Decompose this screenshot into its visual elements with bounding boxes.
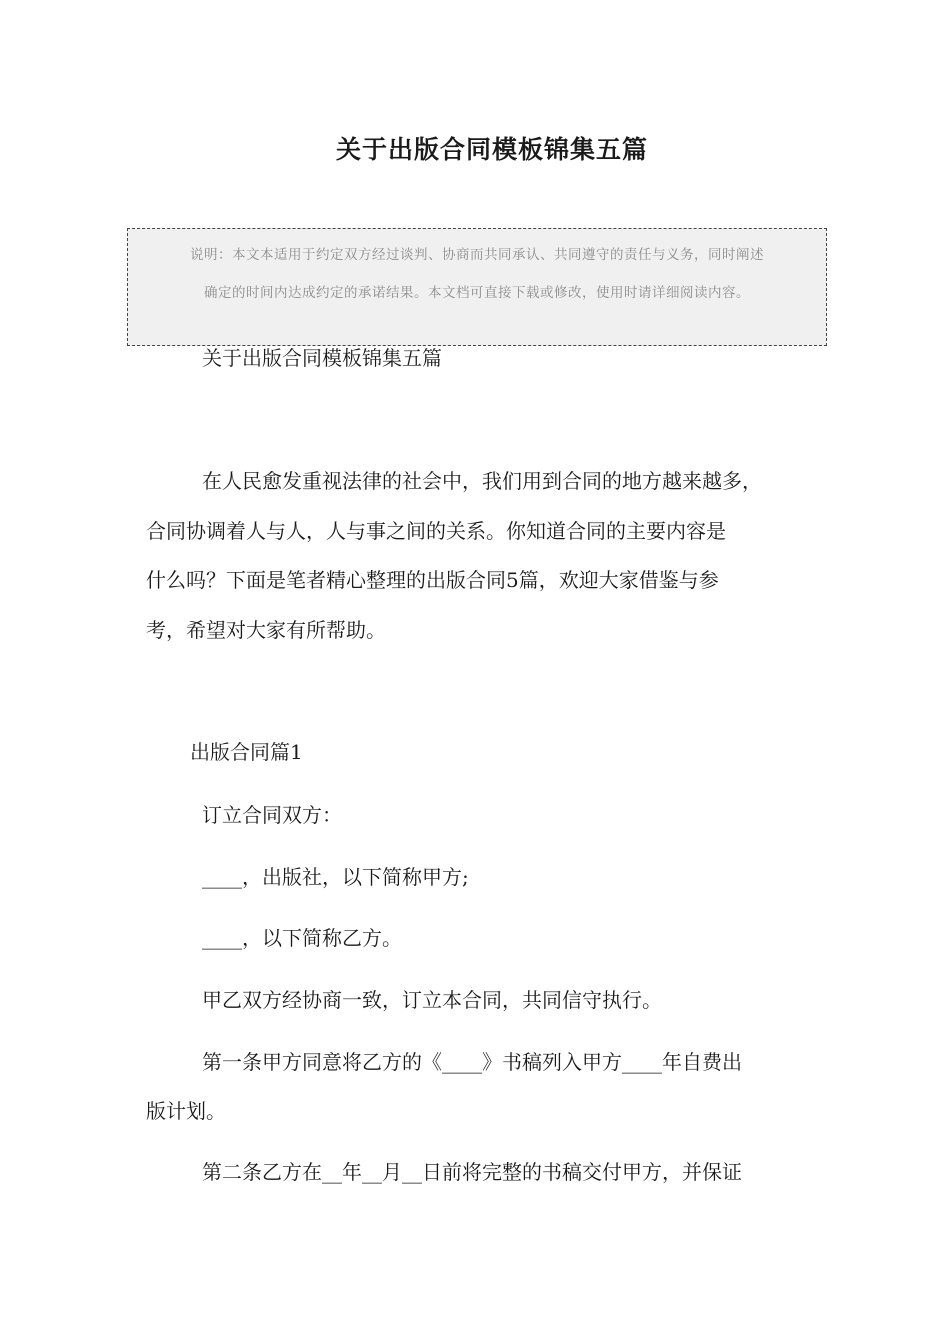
article-1-line-2: 版计划。 — [146, 1099, 226, 1123]
agreement-statement: 甲乙双方经协商一致，订立本合同，共同信守执行。 — [202, 988, 662, 1012]
parties-heading: 订立合同双方： — [202, 803, 342, 827]
intro-line-2: 合同协调着人与人，人与事之间的关系。你知道合同的主要内容是 — [146, 519, 726, 543]
notice-line-2: 确定的时间内达成约定的承诺结果。本文档可直接下载或修改，使用时请详细阅读内容。 — [204, 285, 750, 301]
party-a: ____，出版社，以下简称甲方; — [202, 865, 469, 889]
section-heading: 出版合同篇1 — [190, 740, 303, 764]
article-1-line-1: 第一条甲方同意将乙方的《____》书稿列入甲方____年自费出 — [202, 1050, 742, 1074]
party-b: ____，以下简称乙方。 — [202, 926, 402, 950]
intro-line-1: 在人民愈发重视法律的社会中，我们用到合同的地方越来越多， — [202, 469, 762, 493]
notice-line-1: 说明：本文本适用于约定双方经过谈判、协商而共同承认、共同遵守的责任与义务，同时阐述 — [190, 247, 764, 263]
notice-box — [127, 228, 827, 346]
article-2-line-1: 第二条乙方在__年__月__日前将完整的书稿交付甲方，并保证 — [202, 1160, 742, 1184]
document-title: 关于出版合同模板锦集五篇 — [335, 135, 648, 164]
document-subtitle: 关于出版合同模板锦集五篇 — [202, 346, 442, 370]
intro-line-4: 考，希望对大家有所帮助。 — [146, 618, 386, 642]
intro-line-3: 什么吗？下面是笔者精心整理的出版合同5篇，欢迎大家借鉴与参 — [146, 568, 719, 592]
